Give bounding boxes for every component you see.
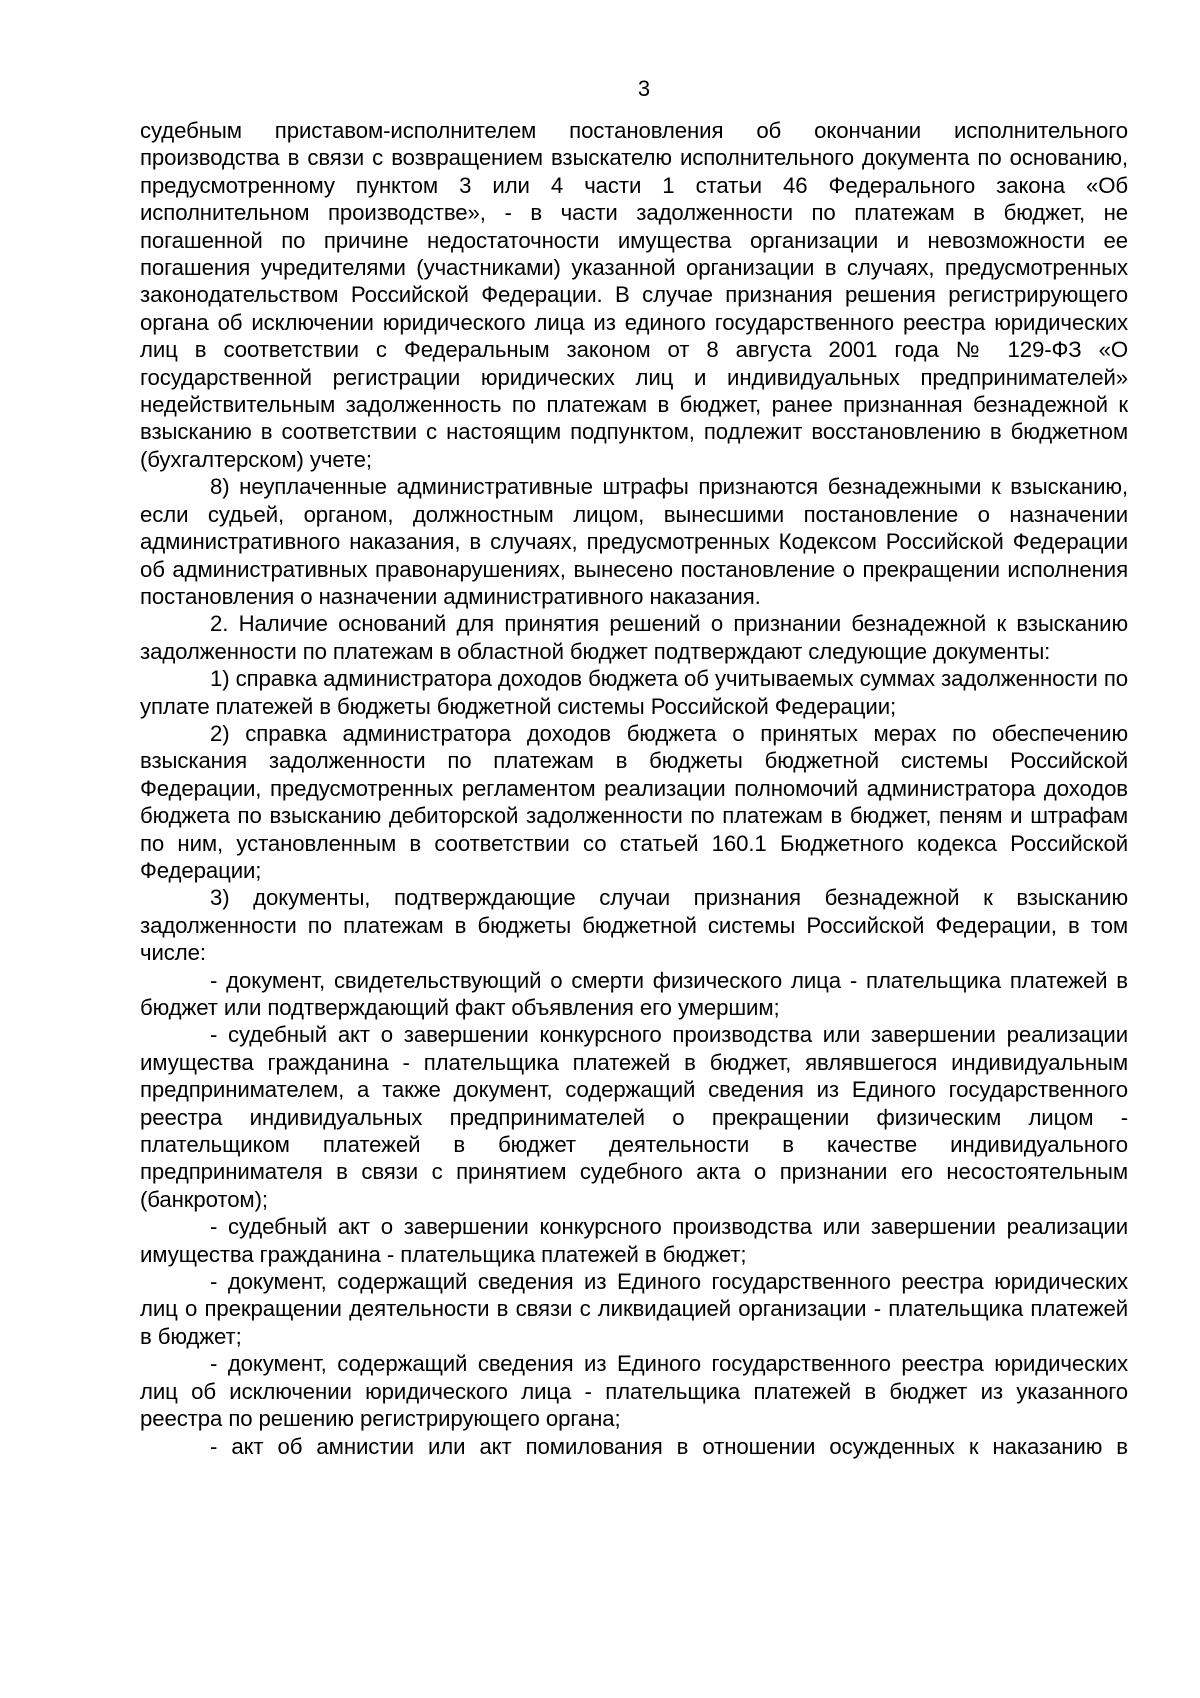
document-body (140, 117, 1128, 1460)
list-item: - акт об амнистии или акт помилования в отношении осужденных к наказанию в (210, 1433, 1128, 1459)
list-item: - документ, свидетельствующий о смерти физического лица - плательщика платежей в бюджет или подтверждающий факт объявления его умершим; (140, 967, 1128, 1020)
paragraph: 3) документы, подтверждающие случаи признания безнадежной к взысканию задолженности по платежам в бюджеты бюджетной системы Российской Федерации, в том числе: (140, 885, 1128, 966)
list-item: - судебный акт о завершении конкурсного производства или завершении реализации имущества гражданина - плательщика платежей в бюджет; (140, 1214, 1128, 1267)
list-item: - документ, содержащий сведения из Единого государственного реестра юридических лиц об исключении юридического лица - плательщика платежей в бюджет из указанного реестра по решению регистрирующего органа; (140, 1351, 1128, 1432)
paragraph: 8) неуплаченные административные штрафы признаются безнадежными к взысканию, если судьей, органом, должностным лицом, вынесшими постановление о назначении административного наказания, в случаях, предусмотренных Кодексом Российской Федерации об административных правонарушениях, вынесено постановление о прекращении исполнения постановления о назначении административного наказания. (140, 474, 1128, 609)
paragraph: судебным приставом-исполнителем постановления об окончании исполнительного производства в связи с возвращением взыскателю исполнительного документа по основанию, предусмотренному пунктом 3 или 4 части 1 статьи 46 Федерального закона «Об исполнительном производстве», - в части задолженности по платежам в бюджет, не погашенной по причине недостаточности имущества организации и невозможности ее погашения учредителями (участниками) указанной организации в случаях, предусмотренных законодательством Российской Федерации. В случае признания решения регистрирующего органа об исключении юридического лица из единого государственного реестра юридических лиц в соответствии с Федеральным законом от 8 августа 2001 года № 129-ФЗ «О государственной регистрации юридических лиц и индивидуальных предпринимателей» недействительным задолженность по платежам в бюджет, ранее признанная безнадежной к взысканию в соответствии с настоящим подпунктом, подлежит восстановлению в бюджетном (бухгалтерском) учете; (140, 118, 1128, 472)
paragraph: 2) справка администратора доходов бюджета о принятых мерах по обеспечению взыскания задолженности по платежам в бюджеты бюджетной системы Российской Федерации, предусмотренных регламентом реализации полномочий администратора доходов бюджета по взысканию дебиторской задолженности по платежам в бюджет, пеням и штрафам по ним, установленным в соответствии со статьей 160.1 Бюджетного кодекса Российской Федерации; (140, 720, 1128, 883)
paragraph: 1) справка администратора доходов бюджета об учитываемых суммах задолженности по уплате платежей в бюджеты бюджетной системы Российской Федерации; (140, 666, 1128, 719)
paragraph: 2. Наличие оснований для принятия решений о признании безнадежной к взысканию задолженности по платежам в областной бюджет подтверждают следующие документы: (140, 611, 1128, 664)
list-item: - документ, содержащий сведения из Единого государственного реестра юридических лиц о прекращении деятельности в связи с ликвидацией организации - плательщика платежей в бюджет; (140, 1269, 1128, 1349)
page-number: 3 (637, 76, 651, 101)
list-item: - судебный акт о завершении конкурсного производства или завершении реализации имущества гражданина - плательщика платежей в бюджет, являвшегося индивидуальным предпринимателем, а также документ, содержащий сведения из Единого государственного реестра индивидуальных предпринимателей о прекращении физическим лицом - плательщиком платежей в бюджет деятельности в качестве индивидуального предпринимателя в связи с принятием судебного акта о признании его несостоятельным (банкротом); (140, 1022, 1128, 1212)
